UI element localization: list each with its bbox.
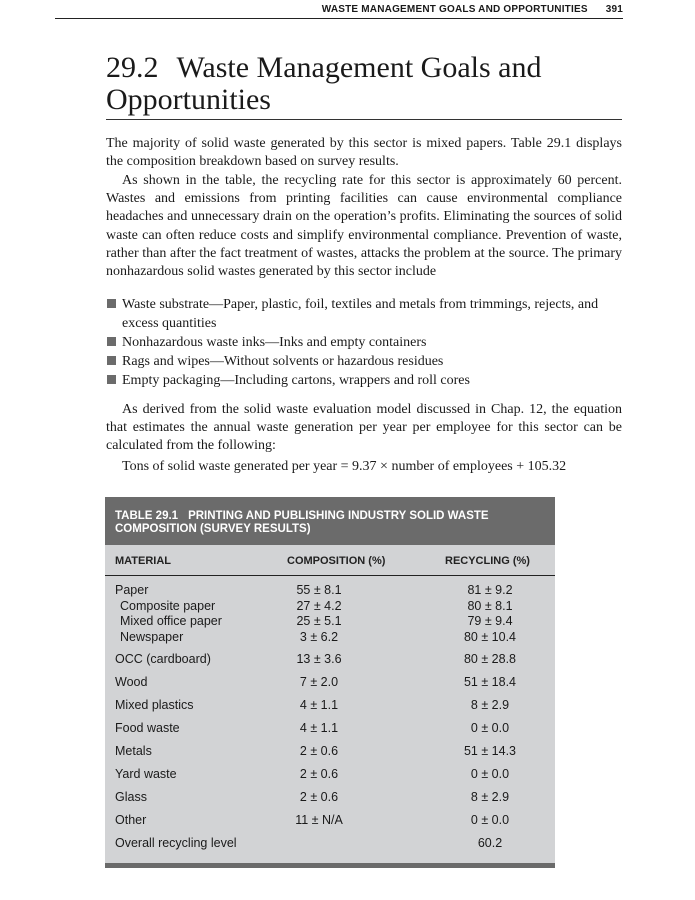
list-item: Waste substrate—Paper, plastic, foil, textiles and metals from trimmings, rejects, and excess quantities xyxy=(106,295,622,333)
cell-recycling: 60.2 xyxy=(477,835,503,850)
header-recycling: RECYCLING (%) xyxy=(445,555,530,567)
cell-recycling: 51 ± 18.4 xyxy=(463,674,517,689)
cell-recycling: 8 ± 2.9 xyxy=(470,697,510,712)
header-material: MATERIAL xyxy=(115,555,172,567)
cell-material: Paper xyxy=(115,583,149,597)
table-row xyxy=(105,628,555,650)
cell-composition: 4 ± 1.1 xyxy=(299,697,339,712)
paragraph-2: As shown in the table, the recycling rate for this sector is approximately 60 percent. Wastes and emissions from printing facilities can cause environmental compliance headaches and unnecessary drain on the operation’s profits. Eliminating the sources of solid waste can often reduce costs and simplify environmental compliance. Prevention of waste, rather than after the fact treatment of wastes, attacks the problem at the source. The primary nonhazardous solid wastes generated by this sector include xyxy=(106,173,622,280)
cell-composition: 27 ± 4.2 xyxy=(296,598,342,613)
table-label: TABLE 29.1 xyxy=(115,510,179,522)
cell-recycling: 0 ± 0.0 xyxy=(470,766,510,781)
formula: Tons of solid waste generated per year = 9.37 × number of employees + 105.32 xyxy=(122,459,567,474)
cell-material: Food waste xyxy=(115,720,180,735)
cell-recycling: 51 ± 14.3 xyxy=(463,743,517,758)
cell-composition: 25 ± 5.1 xyxy=(296,614,342,628)
section-number: 29.2 xyxy=(106,51,159,84)
table-header-row xyxy=(105,545,555,576)
waste-list xyxy=(106,295,622,390)
cell-composition: 7 ± 2.0 xyxy=(299,674,339,689)
cell-recycling: 0 ± 0.0 xyxy=(470,812,510,827)
cell-composition: 55 ± 8.1 xyxy=(296,583,342,597)
table-row xyxy=(105,696,555,719)
table-row xyxy=(105,719,555,742)
cell-composition: 4 ± 1.1 xyxy=(299,720,339,735)
list-item: Nonhazardous waste inks—Inks and empty containers xyxy=(106,333,622,352)
cell-material: Composite paper xyxy=(120,598,216,613)
list-item: Empty packaging—Including cartons, wrappers and roll cores xyxy=(106,371,622,390)
cell-material: Glass xyxy=(115,789,147,804)
cell-recycling: 80 ± 10.4 xyxy=(463,629,517,644)
cell-material: Overall recycling level xyxy=(115,835,237,850)
cell-recycling: 80 ± 8.1 xyxy=(467,598,513,613)
cell-material: Yard waste xyxy=(115,766,177,781)
cell-composition: 2 ± 0.6 xyxy=(299,766,339,781)
running-header-title: WASTE MANAGEMENT GOALS AND OPPORTUNITIES xyxy=(321,4,588,15)
cell-recycling: 79 ± 9.4 xyxy=(467,614,513,628)
cell-composition: 3 ± 6.2 xyxy=(299,629,339,644)
cell-composition: 2 ± 0.6 xyxy=(299,743,339,758)
table-row xyxy=(105,788,555,811)
cell-recycling: 80 ± 28.8 xyxy=(463,651,517,666)
cell-recycling: 8 ± 2.9 xyxy=(470,789,510,804)
table-row xyxy=(105,811,555,834)
cell-recycling: 0 ± 0.0 xyxy=(470,720,510,735)
page-number: 391 xyxy=(605,4,623,15)
table-row xyxy=(105,765,555,788)
cell-material: Newspaper xyxy=(120,629,184,644)
cell-material: Wood xyxy=(115,674,148,689)
cell-recycling: 81 ± 9.2 xyxy=(467,583,513,597)
running-header xyxy=(55,4,623,19)
cell-material: Mixed plastics xyxy=(115,697,194,712)
section-title xyxy=(106,52,622,120)
table-body xyxy=(105,576,555,863)
table-caption xyxy=(105,497,555,545)
cell-material: Other xyxy=(115,812,147,827)
paragraph-1: The majority of solid waste generated by this sector is mixed papers. Table 29.1 displays the composition breakdown based on survey results. xyxy=(106,136,622,170)
cell-composition: 13 ± 3.6 xyxy=(296,651,342,666)
table-row xyxy=(105,834,555,857)
table-row xyxy=(105,742,555,765)
cell-material: Mixed office paper xyxy=(120,614,222,628)
cell-composition: 2 ± 0.6 xyxy=(299,789,339,804)
section-title-text: Waste Management Goals and Opportunities xyxy=(106,51,542,116)
table-row xyxy=(105,581,555,597)
table-row xyxy=(105,612,555,628)
table-caption-text: PRINTING AND PUBLISHING INDUSTRY SOLID WASTE COMPOSITION (SURVEY RESULTS) xyxy=(115,510,489,535)
list-item: Rags and wipes—Without solvents or hazardous residues xyxy=(106,352,622,371)
table-row xyxy=(105,650,555,673)
cell-composition: 11 ± N/A xyxy=(295,812,343,827)
header-composition: COMPOSITION (%) xyxy=(287,555,386,567)
cell-material: OCC (cardboard) xyxy=(115,651,211,666)
table-row xyxy=(105,597,555,613)
paragraph-3: As derived from the solid waste evaluation model discussed in Chap. 12, the equation that estimates the annual waste generation per year per employee for this sector can be calculated from the following: xyxy=(106,402,622,454)
cell-material: Metals xyxy=(115,743,152,758)
composition-table xyxy=(105,497,555,868)
table-row xyxy=(105,673,555,696)
